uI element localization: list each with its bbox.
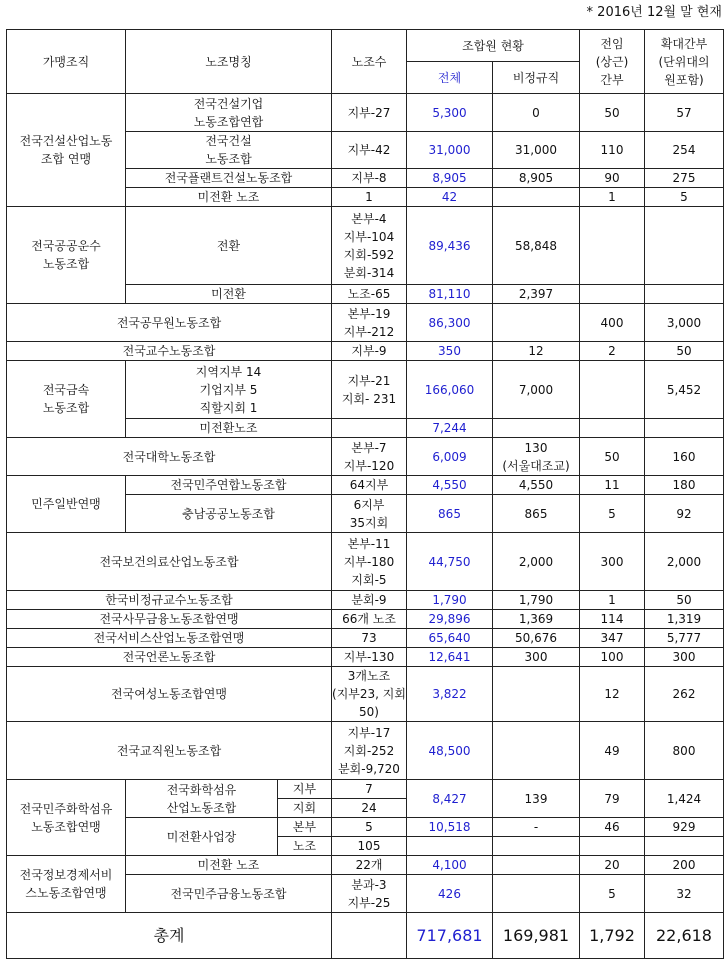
expanded-staff: 3,000	[645, 304, 724, 342]
irregular-members	[493, 419, 580, 438]
totals-label: 총계	[7, 913, 332, 959]
total-members: 86,300	[407, 304, 493, 342]
union-name: 전국민주금융노동조합	[126, 875, 332, 913]
irregular-members: 8,905	[493, 169, 580, 188]
union-count: 본부-11 지부-180 지회-5	[332, 533, 407, 591]
header-membership: 조합원 현황	[407, 30, 580, 62]
total-members: 89,436	[407, 207, 493, 285]
union-name: 미전환노조	[126, 419, 332, 438]
header-union-count: 노조수	[332, 30, 407, 94]
total-members: 5,300	[407, 94, 493, 132]
expanded-staff: 92	[645, 495, 724, 533]
total-members: 65,640	[407, 629, 493, 648]
expanded-staff: 275	[645, 169, 724, 188]
totals-fulltime: 1,792	[580, 913, 645, 959]
irregular-members: 300	[493, 648, 580, 667]
org-construction: 전국건설산업노동 조합 연맹	[7, 94, 126, 207]
fulltime-staff	[580, 837, 645, 856]
expanded-staff: 262	[645, 667, 724, 722]
total-members: 1,790	[407, 591, 493, 610]
union-count: 본부-7 지부-120	[332, 438, 407, 476]
date-note: * 2016년 12월 말 현재	[586, 5, 722, 20]
union-count: 지부-42	[332, 132, 407, 169]
irregular-members: 130 (서울대조교)	[493, 438, 580, 476]
union-unit-count: 7	[332, 780, 407, 799]
total-members: 350	[407, 342, 493, 361]
union-count: 노조-65	[332, 285, 407, 304]
union-name: 전국보건의료산업노동조합	[7, 533, 332, 591]
union-name: 전국대학노동조합	[7, 438, 332, 476]
irregular-members	[493, 875, 580, 913]
expanded-staff: 2,000	[645, 533, 724, 591]
total-members: 12,641	[407, 648, 493, 667]
union-count: 분과-3 지부-25	[332, 875, 407, 913]
expanded-staff: 5,452	[645, 361, 724, 419]
fulltime-staff: 1	[580, 591, 645, 610]
union-count: 지부-9	[332, 342, 407, 361]
union-unit-type: 지부	[278, 780, 332, 799]
union-count	[332, 419, 407, 438]
expanded-staff: 32	[645, 875, 724, 913]
union-count: 73	[332, 629, 407, 648]
irregular-members: 58,848	[493, 207, 580, 285]
fulltime-staff: 114	[580, 610, 645, 629]
fulltime-staff: 46	[580, 818, 645, 837]
fulltime-staff: 110	[580, 132, 645, 169]
total-members: 31,000	[407, 132, 493, 169]
total-members: 6,009	[407, 438, 493, 476]
org-info: 전국정보경제서비 스노동조합연맹	[7, 856, 126, 913]
expanded-staff: 800	[645, 722, 724, 780]
expanded-staff: 254	[645, 132, 724, 169]
union-name: 전국민주연합노동조합	[126, 476, 332, 495]
union-unit-count: 105	[332, 837, 407, 856]
expanded-staff: 50	[645, 591, 724, 610]
org-general: 민주일반연맹	[7, 476, 126, 533]
fulltime-staff: 50	[580, 94, 645, 132]
union-unit-type: 본부	[278, 818, 332, 837]
fulltime-staff	[580, 285, 645, 304]
irregular-members	[493, 304, 580, 342]
fulltime-staff: 5	[580, 875, 645, 913]
union-unit-type: 지회	[278, 799, 332, 818]
expanded-staff: 300	[645, 648, 724, 667]
fulltime-staff: 5	[580, 495, 645, 533]
total-members: 10,518	[407, 818, 493, 837]
total-members: 4,550	[407, 476, 493, 495]
total-members: 7,244	[407, 419, 493, 438]
union-count: 3개노조 (지부23, 지회 50)	[332, 667, 407, 722]
union-name: 지역지부 14 기업지부 5 직할지회 1	[126, 361, 332, 419]
fulltime-staff: 90	[580, 169, 645, 188]
union-name: 미전환 노조	[126, 188, 332, 207]
irregular-members: 865	[493, 495, 580, 533]
expanded-staff	[645, 207, 724, 285]
irregular-members: 2,397	[493, 285, 580, 304]
union-name: 전국언론노동조합	[7, 648, 332, 667]
header-irregular: 비정규직	[493, 62, 580, 94]
org-chemical: 전국민주화학섬유 노동조합연맹	[7, 780, 126, 856]
union-count: 22개	[332, 856, 407, 875]
total-members: 8,427	[407, 780, 493, 818]
union-name: 전국건설기업 노동조합연합	[126, 94, 332, 132]
fulltime-staff: 2	[580, 342, 645, 361]
union-count: 6지부 35지회	[332, 495, 407, 533]
header-affiliation: 가맹조직	[7, 30, 126, 94]
union-count: 지부-27	[332, 94, 407, 132]
union-unit-count: 5	[332, 818, 407, 837]
header-union-name: 노조명칭	[126, 30, 332, 94]
union-name: 한국비정규교수노동조합	[7, 591, 332, 610]
fulltime-staff: 400	[580, 304, 645, 342]
expanded-staff: 5,777	[645, 629, 724, 648]
fulltime-staff	[580, 419, 645, 438]
irregular-members: 2,000	[493, 533, 580, 591]
irregular-members: 4,550	[493, 476, 580, 495]
fulltime-staff: 300	[580, 533, 645, 591]
fulltime-staff: 11	[580, 476, 645, 495]
fulltime-staff: 79	[580, 780, 645, 818]
totals-irregular: 169,981	[493, 913, 580, 959]
fulltime-staff: 50	[580, 438, 645, 476]
total-members: 865	[407, 495, 493, 533]
union-name: 전국여성노동조합연맹	[7, 667, 332, 722]
org-metal: 전국금속 노동조합	[7, 361, 126, 438]
fulltime-staff: 20	[580, 856, 645, 875]
totals-count	[332, 913, 407, 959]
totals-total: 717,681	[407, 913, 493, 959]
fulltime-staff: 12	[580, 667, 645, 722]
union-name: 미전환 노조	[126, 856, 332, 875]
org-transport: 전국공공운수 노동조합	[7, 207, 126, 304]
total-members: 166,060	[407, 361, 493, 419]
union-membership-table	[6, 29, 724, 959]
union-name: 전국교수노동조합	[7, 342, 332, 361]
union-count: 지부-21 지회- 231	[332, 361, 407, 419]
union-name: 전국공무원노동조합	[7, 304, 332, 342]
fulltime-staff: 1	[580, 188, 645, 207]
union-unit-type: 노조	[278, 837, 332, 856]
expanded-staff: 180	[645, 476, 724, 495]
fulltime-staff: 100	[580, 648, 645, 667]
total-members: 44,750	[407, 533, 493, 591]
total-members: 426	[407, 875, 493, 913]
union-name: 전국플랜트건설노동조합	[126, 169, 332, 188]
total-members: 81,110	[407, 285, 493, 304]
expanded-staff: 1,424	[645, 780, 724, 818]
header-expanded: 확대간부 (단위대의 원포함)	[645, 30, 724, 94]
irregular-members: 50,676	[493, 629, 580, 648]
union-name: 전환	[126, 207, 332, 285]
fulltime-staff: 347	[580, 629, 645, 648]
irregular-members: 31,000	[493, 132, 580, 169]
irregular-members	[493, 722, 580, 780]
expanded-staff	[645, 285, 724, 304]
total-members: 8,905	[407, 169, 493, 188]
irregular-members: 7,000	[493, 361, 580, 419]
fulltime-staff: 49	[580, 722, 645, 780]
total-members: 48,500	[407, 722, 493, 780]
union-name: 전국화학섬유 산업노동조합	[126, 780, 278, 818]
totals-expanded: 22,618	[645, 913, 724, 959]
header-total: 전체	[407, 62, 493, 94]
union-count: 1	[332, 188, 407, 207]
union-name: 전국사무금융노동조합연맹	[7, 610, 332, 629]
union-count: 본부-19 지부-212	[332, 304, 407, 342]
irregular-members	[493, 667, 580, 722]
expanded-staff	[645, 419, 724, 438]
union-count: 지부-17 지회-252 분회-9,720	[332, 722, 407, 780]
total-members	[407, 837, 493, 856]
union-name: 전국서비스산업노동조합연맹	[7, 629, 332, 648]
total-members: 3,822	[407, 667, 493, 722]
irregular-members: 1,790	[493, 591, 580, 610]
union-count: 지부-8	[332, 169, 407, 188]
expanded-staff	[645, 837, 724, 856]
union-name: 충남공공노동조합	[126, 495, 332, 533]
irregular-members: 0	[493, 94, 580, 132]
total-members: 29,896	[407, 610, 493, 629]
irregular-members: -	[493, 818, 580, 837]
union-count: 본부-4 지부-104 지회-592 분회-314	[332, 207, 407, 285]
irregular-members: 12	[493, 342, 580, 361]
irregular-members: 1,369	[493, 610, 580, 629]
irregular-members	[493, 837, 580, 856]
union-name: 미전환	[126, 285, 332, 304]
expanded-staff: 160	[645, 438, 724, 476]
expanded-staff: 200	[645, 856, 724, 875]
total-members: 4,100	[407, 856, 493, 875]
union-name: 전국교직원노동조합	[7, 722, 332, 780]
fulltime-staff	[580, 361, 645, 419]
union-count: 지부-130	[332, 648, 407, 667]
expanded-staff: 5	[645, 188, 724, 207]
fulltime-staff	[580, 207, 645, 285]
irregular-members	[493, 188, 580, 207]
header-fulltime: 전임 (상근) 간부	[580, 30, 645, 94]
irregular-members	[493, 856, 580, 875]
union-name: 미전환사업장	[126, 818, 278, 856]
union-name: 전국건설 노동조합	[126, 132, 332, 169]
irregular-members: 139	[493, 780, 580, 818]
union-count: 분회-9	[332, 591, 407, 610]
expanded-staff: 929	[645, 818, 724, 837]
expanded-staff: 57	[645, 94, 724, 132]
expanded-staff: 1,319	[645, 610, 724, 629]
union-unit-count: 24	[332, 799, 407, 818]
expanded-staff: 50	[645, 342, 724, 361]
union-count: 66개 노조	[332, 610, 407, 629]
total-members: 42	[407, 188, 493, 207]
union-count: 64지부	[332, 476, 407, 495]
